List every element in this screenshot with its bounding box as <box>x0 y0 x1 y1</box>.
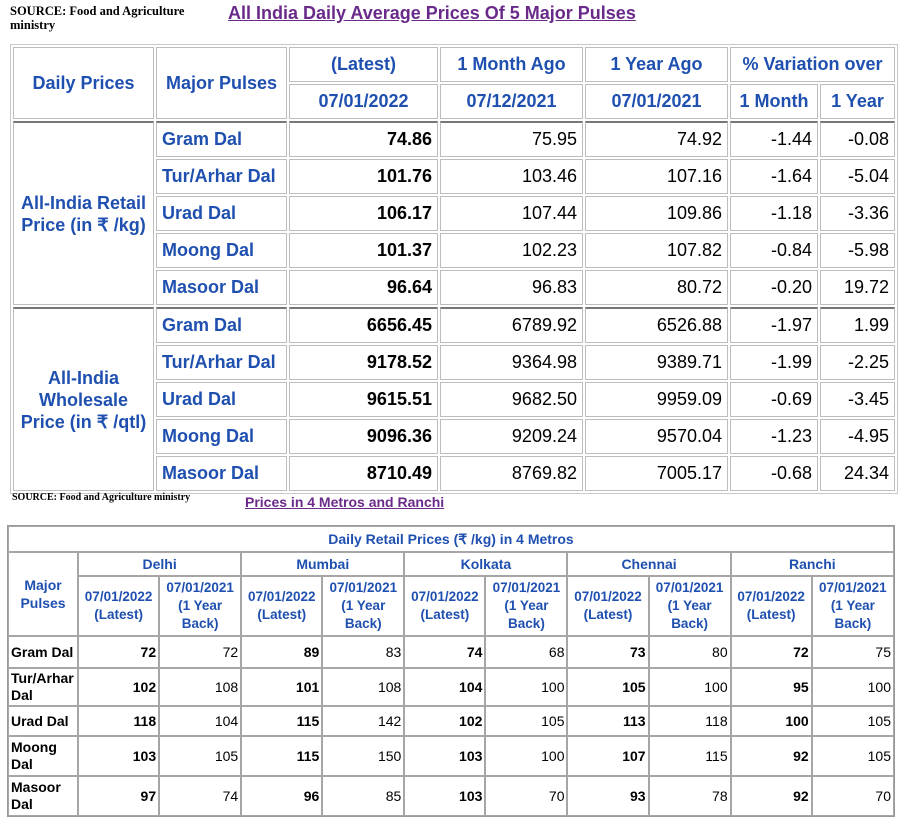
pulse-name: Masoor Dal <box>8 776 78 816</box>
value-month: 9682.50 <box>440 382 583 417</box>
city-mumbai: Mumbai <box>241 552 404 576</box>
date-back-header: 07/01/2021 (1 Year Back) <box>485 576 567 636</box>
metros-price-table <box>7 525 895 817</box>
table-row <box>8 668 894 706</box>
date-latest-header: 07/01/2022 (Latest) <box>241 576 322 636</box>
header-year-ago: 1 Year Ago <box>585 47 728 82</box>
price-back: 105 <box>812 736 894 776</box>
var-year: -5.98 <box>820 233 895 268</box>
date-back-header: 07/01/2021 (1 Year Back) <box>159 576 241 636</box>
pulse-name: Gram Dal <box>156 307 287 343</box>
value-latest: 96.64 <box>289 270 438 305</box>
table-row <box>8 776 894 816</box>
price-latest: 103 <box>404 736 485 776</box>
price-back: 100 <box>649 668 731 706</box>
price-back: 115 <box>649 736 731 776</box>
value-latest: 9096.36 <box>289 419 438 454</box>
var-year: 19.72 <box>820 270 895 305</box>
price-back: 105 <box>159 736 241 776</box>
pulse-name: Tur/Arhar Dal <box>156 159 287 194</box>
var-year: 1.99 <box>820 307 895 343</box>
value-year: 80.72 <box>585 270 728 305</box>
pulse-name: Tur/Arhar Dal <box>156 345 287 380</box>
pulse-name: Urad Dal <box>156 382 287 417</box>
var-month: -1.97 <box>730 307 818 343</box>
var-year: -0.08 <box>820 121 895 157</box>
value-latest: 74.86 <box>289 121 438 157</box>
value-year: 9389.71 <box>585 345 728 380</box>
value-year: 107.82 <box>585 233 728 268</box>
header-major-pulses: Major Pulses <box>156 47 287 119</box>
date-year-ago: 07/01/2021 <box>585 84 728 119</box>
pulse-name: Moong Dal <box>8 736 78 776</box>
table-row <box>8 636 894 668</box>
pulse-name: Masoor Dal <box>156 456 287 491</box>
pulse-name: Gram Dal <box>156 121 287 157</box>
pulses-price-table <box>10 44 898 494</box>
var-year: -4.95 <box>820 419 895 454</box>
source-note-metros: SOURCE: Food and Agriculture ministry <box>12 492 191 503</box>
price-back: 85 <box>322 776 404 816</box>
price-back: 100 <box>812 668 894 706</box>
var-year: -5.04 <box>820 159 895 194</box>
var-month: -0.68 <box>730 456 818 491</box>
value-month: 8769.82 <box>440 456 583 491</box>
var-month: -1.44 <box>730 121 818 157</box>
price-back: 78 <box>649 776 731 816</box>
wholesale-group-label: All-India Wholesale Price (in ₹ /qtl) <box>13 307 154 491</box>
price-latest: 72 <box>731 636 812 668</box>
var-year: 24.34 <box>820 456 895 491</box>
pulse-name: Urad Dal <box>156 196 287 231</box>
pulse-name: Gram Dal <box>8 636 78 668</box>
header-latest: (Latest) <box>289 47 438 82</box>
value-month: 9209.24 <box>440 419 583 454</box>
price-back: 74 <box>159 776 241 816</box>
value-latest: 106.17 <box>289 196 438 231</box>
price-latest: 105 <box>567 668 648 706</box>
price-latest: 118 <box>78 706 159 736</box>
metros-title[interactable]: Prices in 4 Metros and Ranchi <box>245 494 445 510</box>
value-month: 96.83 <box>440 270 583 305</box>
price-latest: 95 <box>731 668 812 706</box>
header-variation: % Variation over <box>730 47 895 82</box>
price-back: 100 <box>485 668 567 706</box>
price-back: 118 <box>649 706 731 736</box>
price-back: 150 <box>322 736 404 776</box>
pulse-name: Moong Dal <box>156 233 287 268</box>
value-year: 6526.88 <box>585 307 728 343</box>
value-year: 109.86 <box>585 196 728 231</box>
var-year: -2.25 <box>820 345 895 380</box>
table-row <box>8 736 894 776</box>
date-latest-header: 07/01/2022 (Latest) <box>404 576 485 636</box>
date-latest: 07/01/2022 <box>289 84 438 119</box>
price-back: 72 <box>159 636 241 668</box>
date-back-header: 07/01/2021 (1 Year Back) <box>812 576 894 636</box>
value-year: 9959.09 <box>585 382 728 417</box>
value-month: 9364.98 <box>440 345 583 380</box>
price-back: 142 <box>322 706 404 736</box>
metros-caption: Daily Retail Prices (₹ /kg) in 4 Metros <box>8 526 894 552</box>
price-back: 83 <box>322 636 404 668</box>
price-latest: 101 <box>241 668 322 706</box>
value-latest: 101.76 <box>289 159 438 194</box>
price-latest: 97 <box>78 776 159 816</box>
value-month: 103.46 <box>440 159 583 194</box>
value-year: 74.92 <box>585 121 728 157</box>
price-back: 70 <box>485 776 567 816</box>
value-latest: 6656.45 <box>289 307 438 343</box>
price-latest: 102 <box>78 668 159 706</box>
page-title[interactable]: All India Daily Average Prices Of 5 Major Pulses <box>228 3 636 23</box>
price-latest: 115 <box>241 736 322 776</box>
var-month: -1.23 <box>730 419 818 454</box>
date-month-ago: 07/12/2021 <box>440 84 583 119</box>
city-ranchi: Ranchi <box>731 552 894 576</box>
pulse-name: Masoor Dal <box>156 270 287 305</box>
price-back: 70 <box>812 776 894 816</box>
price-latest: 72 <box>78 636 159 668</box>
price-latest: 103 <box>404 776 485 816</box>
price-back: 100 <box>485 736 567 776</box>
price-latest: 100 <box>731 706 812 736</box>
value-month: 102.23 <box>440 233 583 268</box>
var-year: -3.36 <box>820 196 895 231</box>
value-latest: 9615.51 <box>289 382 438 417</box>
header-month-ago: 1 Month Ago <box>440 47 583 82</box>
header-one-month: 1 Month <box>730 84 818 119</box>
price-back: 105 <box>812 706 894 736</box>
price-latest: 96 <box>241 776 322 816</box>
price-latest: 102 <box>404 706 485 736</box>
price-latest: 89 <box>241 636 322 668</box>
value-month: 107.44 <box>440 196 583 231</box>
var-month: -0.84 <box>730 233 818 268</box>
price-back: 68 <box>485 636 567 668</box>
var-month: -1.18 <box>730 196 818 231</box>
value-month: 6789.92 <box>440 307 583 343</box>
var-month: -0.20 <box>730 270 818 305</box>
price-latest: 93 <box>567 776 648 816</box>
var-year: -3.45 <box>820 382 895 417</box>
var-month: -1.64 <box>730 159 818 194</box>
price-latest: 115 <box>241 706 322 736</box>
city-kolkata: Kolkata <box>404 552 567 576</box>
price-latest: 107 <box>567 736 648 776</box>
price-back: 104 <box>159 706 241 736</box>
value-latest: 8710.49 <box>289 456 438 491</box>
pulse-name: Tur/Arhar Dal <box>8 668 78 706</box>
price-latest: 92 <box>731 776 812 816</box>
price-back: 75 <box>812 636 894 668</box>
price-latest: 92 <box>731 736 812 776</box>
header-one-year: 1 Year <box>820 84 895 119</box>
price-back: 80 <box>649 636 731 668</box>
price-back: 108 <box>322 668 404 706</box>
value-month: 75.95 <box>440 121 583 157</box>
price-latest: 113 <box>567 706 648 736</box>
price-latest: 104 <box>404 668 485 706</box>
value-year: 7005.17 <box>585 456 728 491</box>
date-back-header: 07/01/2021 (1 Year Back) <box>322 576 404 636</box>
price-latest: 73 <box>567 636 648 668</box>
date-latest-header: 07/01/2022 (Latest) <box>78 576 159 636</box>
price-latest: 103 <box>78 736 159 776</box>
pulse-name: Moong Dal <box>156 419 287 454</box>
city-delhi: Delhi <box>78 552 241 576</box>
date-latest-header: 07/01/2022 (Latest) <box>731 576 812 636</box>
city-chennai: Chennai <box>567 552 730 576</box>
table-row <box>13 307 895 343</box>
date-latest-header: 07/01/2022 (Latest) <box>567 576 648 636</box>
date-back-header: 07/01/2021 (1 Year Back) <box>649 576 731 636</box>
price-latest: 74 <box>404 636 485 668</box>
pulse-name: Urad Dal <box>8 706 78 736</box>
value-latest: 9178.52 <box>289 345 438 380</box>
source-note: SOURCE: Food and Agriculture ministry <box>10 4 185 32</box>
price-back: 108 <box>159 668 241 706</box>
price-back: 105 <box>485 706 567 736</box>
value-latest: 101.37 <box>289 233 438 268</box>
var-month: -1.99 <box>730 345 818 380</box>
var-month: -0.69 <box>730 382 818 417</box>
table-row <box>13 121 895 157</box>
header-daily-prices: Daily Prices <box>13 47 154 119</box>
value-year: 9570.04 <box>585 419 728 454</box>
table-row <box>8 706 894 736</box>
value-year: 107.16 <box>585 159 728 194</box>
retail-group-label: All-India Retail Price (in ₹ /kg) <box>13 121 154 305</box>
header-major-pulses: Major Pulses <box>8 552 78 636</box>
